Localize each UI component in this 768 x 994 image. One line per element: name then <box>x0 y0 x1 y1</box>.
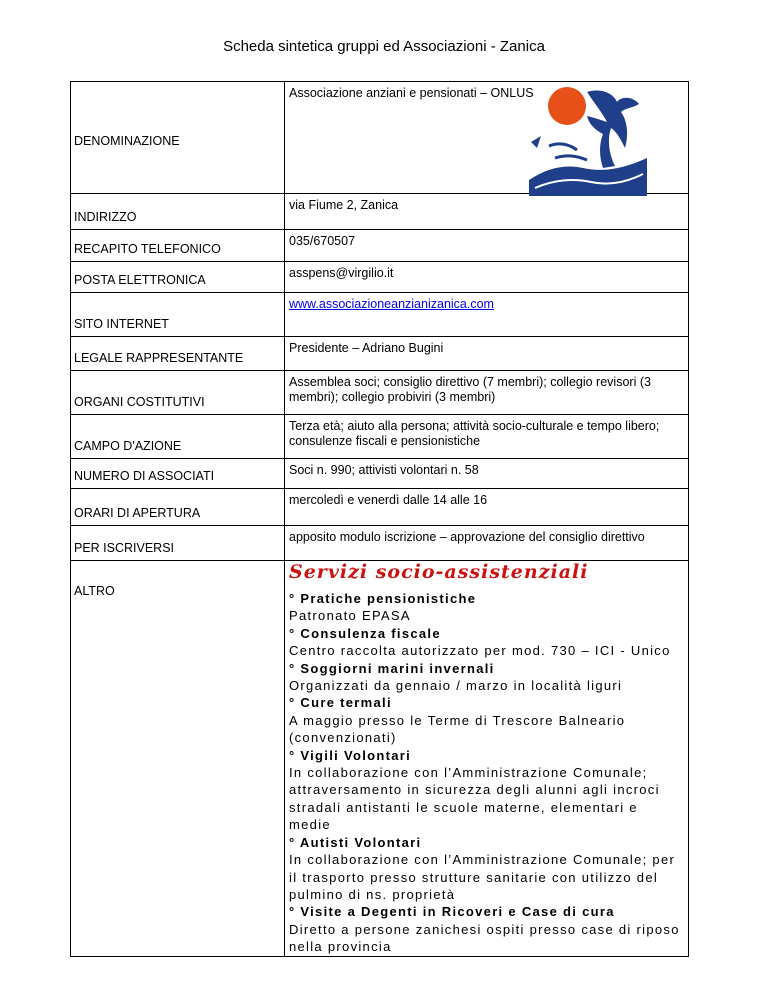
table-row <box>71 489 689 526</box>
label-legale: LEGALE RAPPRESENTANTE <box>71 337 285 371</box>
service-item <box>289 747 684 834</box>
value-recapito: 035/670507 <box>285 230 689 262</box>
services-heading: Servizi socio-assistenziali <box>289 561 589 583</box>
label-numero: NUMERO DI ASSOCIATI <box>71 459 285 489</box>
value-indirizzo: via Fiume 2, Zanica <box>285 194 689 230</box>
association-logo-icon <box>529 84 647 196</box>
table-row <box>71 337 689 371</box>
table-row <box>71 82 689 194</box>
service-title: ° Consulenza fiscale <box>289 625 441 641</box>
service-item <box>289 625 684 660</box>
value-orari: mercoledì e venerdì dalle 14 alle 16 <box>285 489 689 526</box>
label-campo: CAMPO D'AZIONE <box>71 415 285 459</box>
service-title: ° Soggiorni marini invernali <box>289 660 495 676</box>
value-denominazione-cell <box>285 82 689 194</box>
table-row <box>71 526 689 561</box>
table-row <box>71 194 689 230</box>
table-row <box>71 262 689 293</box>
table-row <box>71 371 689 415</box>
table-row <box>71 459 689 489</box>
label-organi: ORGANI COSTITUTIVI <box>71 371 285 415</box>
service-item <box>289 834 684 904</box>
service-item <box>289 660 684 695</box>
table-row <box>71 293 689 337</box>
service-text: In collaborazione con l’Amministrazione Comunale; attraversamento in sicurezza degli alunni agli incroci stradali antistanti le scuole materne, elementari e medie <box>289 765 660 833</box>
service-list <box>289 590 684 956</box>
value-legale: Presidente – Adriano Bugini <box>285 337 689 371</box>
label-iscriversi: PER ISCRIVERSI <box>71 526 285 561</box>
value-organi: Assemblea soci; consiglio direttivo (7 membri); collegio revisori (3 membri); collegio probiviri (3 membri) <box>285 371 689 415</box>
label-recapito: RECAPITO TELEFONICO <box>71 230 285 262</box>
table-row <box>71 561 689 957</box>
label-orari: ORARI DI APERTURA <box>71 489 285 526</box>
service-title: ° Pratiche pensionistiche <box>289 591 477 606</box>
service-text: Organizzati da gennaio / marzo in località liguri <box>289 678 623 694</box>
service-title: ° Visite a Degenti in Ricoveri e Case di cura <box>289 904 615 920</box>
service-text: Patronato EPASA <box>289 608 411 624</box>
page-title: Scheda sintetica gruppi ed Associazioni - Zanica <box>223 38 545 55</box>
info-table <box>70 81 689 957</box>
label-altro: ALTRO <box>71 561 285 957</box>
service-title: ° Autisti Volontari <box>289 834 422 850</box>
service-title: ° Vigili Volontari <box>289 747 412 763</box>
label-posta: POSTA ELETTRONICA <box>71 262 285 293</box>
value-altro-cell <box>285 561 689 957</box>
value-iscriversi: apposito modulo iscrizione – approvazione del consiglio direttivo <box>285 526 689 561</box>
table-row <box>71 230 689 262</box>
website-link[interactable]: www.associazioneanzianizanica.com <box>289 297 494 311</box>
label-indirizzo: INDIRIZZO <box>71 194 285 230</box>
table-row <box>71 415 689 459</box>
service-text: Centro raccolta autorizzato per mod. 730 – ICI - Unico <box>289 643 671 659</box>
service-item <box>289 694 684 746</box>
service-item <box>289 903 684 955</box>
service-title: ° Cure termali <box>289 695 392 711</box>
service-text: In collaborazione con l’Amministrazione Comunale; per il trasporto presso strutture sanitarie con utilizzo del pulmino di ns. proprietà <box>289 852 676 902</box>
value-campo: Terza età; aiuto alla persona; attività socio-culturale e tempo libero; consulenze fiscali e pensionistiche <box>285 415 689 459</box>
service-item <box>289 590 684 625</box>
service-text: A maggio presso le Terme di Trescore Balneario (convenzionati) <box>289 712 626 746</box>
value-numero: Soci n. 990; attivisti volontari n. 58 <box>285 459 689 489</box>
value-denominazione: Associazione anziani e pensionati – ONLUS <box>289 86 534 100</box>
value-posta: asspens@virgilio.it <box>285 262 689 293</box>
service-text: Diretto a persone zanichesi ospiti presso case di riposo nella provincia <box>289 921 680 955</box>
label-sito: SITO INTERNET <box>71 293 285 337</box>
value-sito-cell <box>285 293 689 337</box>
label-denominazione: DENOMINAZIONE <box>71 82 285 194</box>
